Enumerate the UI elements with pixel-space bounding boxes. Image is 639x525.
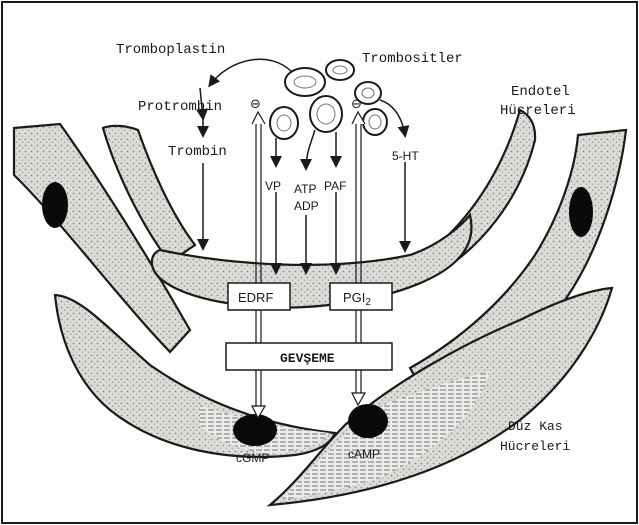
inhibit-symbol-right: ⊖: [351, 96, 362, 111]
smooth-muscle-nucleus-right: [348, 404, 388, 438]
label-protrombin: Protrombin: [138, 99, 223, 115]
label-endotel-line2: Hücreleri: [500, 103, 576, 119]
label-vp: VP: [265, 179, 282, 193]
label-gevseme: GEVŞEME: [280, 351, 335, 366]
label-edrf: EDRF: [238, 290, 274, 305]
endothelial-nucleus-right: [569, 187, 593, 237]
label-diz-kas-line2: Hücreleri: [500, 439, 571, 454]
label-5ht: 5-HT: [392, 149, 419, 163]
platelet-6: [363, 109, 387, 135]
platelet-cluster: [270, 60, 387, 139]
label-pgi2-sub: 2: [365, 297, 371, 308]
smooth-muscle-nucleus-left: [233, 414, 277, 446]
platelet-3: [270, 107, 298, 139]
arrow-platelet-to-tromboplastin: [210, 59, 292, 85]
inhibit-symbol-left: ⊖: [250, 96, 261, 111]
platelet-1: [285, 68, 325, 96]
label-paf: PAF: [324, 179, 347, 193]
label-pgi2-main: PGI: [343, 290, 366, 305]
label-adp: ADP: [294, 199, 319, 213]
label-trombin: Trombin: [168, 144, 227, 160]
platelet-4: [310, 96, 342, 132]
label-endotel-line1: Endotel: [511, 84, 570, 100]
endothelial-nucleus-left: [42, 182, 68, 228]
label-trombositler: Trombositler: [362, 51, 463, 67]
label-atp: ATP: [294, 182, 317, 196]
label-camp: cAMP: [348, 447, 381, 461]
label-tromboplastin: Tromboplastin: [116, 42, 226, 58]
arrow-platelet-to-atp: [306, 130, 315, 168]
label-diz-kas-line1: Düz Kas: [508, 419, 563, 434]
pgi2-arrowhead: [352, 393, 365, 405]
platelet-2: [326, 60, 354, 80]
endothelial-cell-central: [152, 215, 472, 308]
inhibit-arrowhead-left: [252, 112, 265, 124]
label-cgmp: cGMP: [236, 451, 270, 465]
